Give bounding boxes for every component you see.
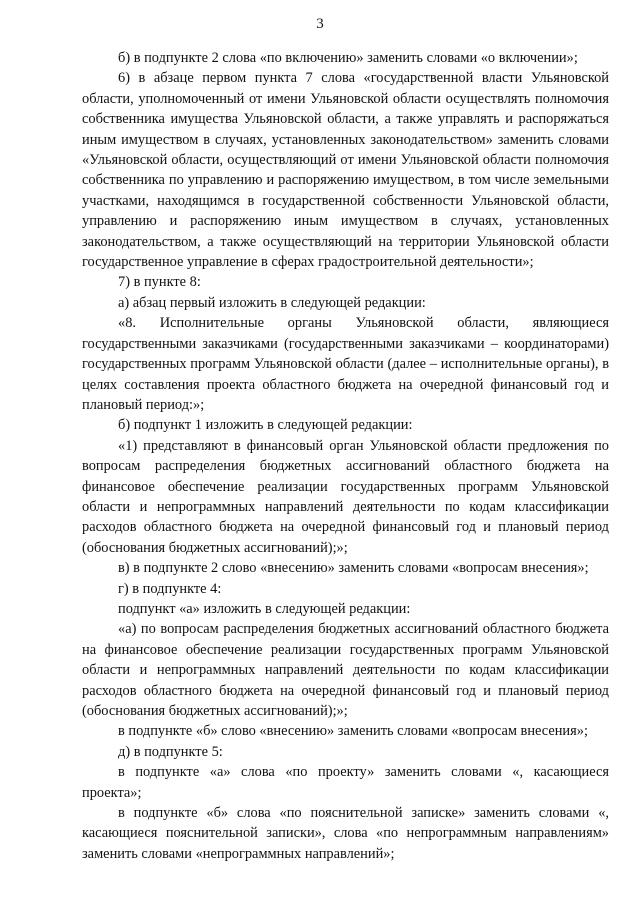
- paragraph: д) в подпункте 5:: [118, 743, 223, 760]
- paragraph: «а) по вопросам распределения бюджетных ассигнований областного бюджета на финансовое обеспечение реализации государственных программ Ульяновской области и непрограммных направлений деятельности по кодам классификации расходов областного бюджета на очередной финансовый год и плановый период (обоснования бюджетных ассигнований);»;: [82, 621, 609, 719]
- paragraph: в подпункте «а» слова «по проекту» заменить словами «, касающиеся проекта»;: [82, 764, 609, 801]
- paragraph: 7) в пункте 8:: [118, 274, 201, 291]
- paragraph: «1) представляют в финансовый орган Ульяновской области предложения по вопросам распределения бюджетных ассигнований областного бюджета на финансовое обеспечение реализации государственных программ Ульяновской области и непрограммных направлений деятельности по кодам классификации расходов областного бюджета на очередной финансовый год и плановый период (обоснования бюджетных ассигнований);»;: [82, 437, 609, 556]
- paragraph: г) в подпункте 4:: [118, 580, 222, 597]
- paragraph: «8. Исполнительные органы Ульяновской области, являющиеся государственными заказчиками (государственными заказчиками – координаторами) государственных программ Ульяновской области (далее – исполнительные органы), в целях составления проекта областного бюджета на очередной финансовый год и плановый период:»;: [82, 315, 609, 413]
- paragraph: б) в подпункте 2 слова «по включению» заменить словами «о включении»;: [118, 50, 578, 66]
- paragraph: в подпункте «б» слова «по пояснительной записке» заменить словами «, касающиеся пояснительной записки», слова «по непрограммным направлениям» заменить словами «непрограммных направлений»;: [82, 805, 609, 862]
- paragraph: б) подпункт 1 изложить в следующей редакции:: [118, 417, 413, 434]
- document-body: [82, 48, 609, 864]
- paragraph: а) абзац первый изложить в следующей редакции:: [118, 294, 426, 311]
- page-number: 3: [316, 16, 324, 32]
- paragraph: в подпункте «б» слово «внесению» заменить словами «вопросам внесения»;: [118, 723, 588, 740]
- paragraph: подпункт «а» изложить в следующей редакции:: [118, 600, 411, 617]
- paragraph: 6) в абзаце первом пункта 7 слова «государственной власти Ульяновской области, уполномоченный от имени Ульяновской области осуществлять полномочия собственника имущества Ульяновской области, а также управлять и распоряжаться иным имуществом в случаях, установленных законодательством» заменить словами «Ульяновской области, осуществляющий от имени Ульяновской области полномочия собственника по управлению и распоряжению имуществом, в том числе земельными участками, находящимся в государственной собственности Ульяновской области, управлению и распоряжению иным имуществом в случаях, установленных законодательством, а также осуществляющий на территории Ульяновской области государственное управление в сферах градостроительной деятельности»;: [82, 70, 609, 271]
- paragraph: в) в подпункте 2 слово «внесению» заменить словами «вопросам внесения»;: [118, 560, 589, 577]
